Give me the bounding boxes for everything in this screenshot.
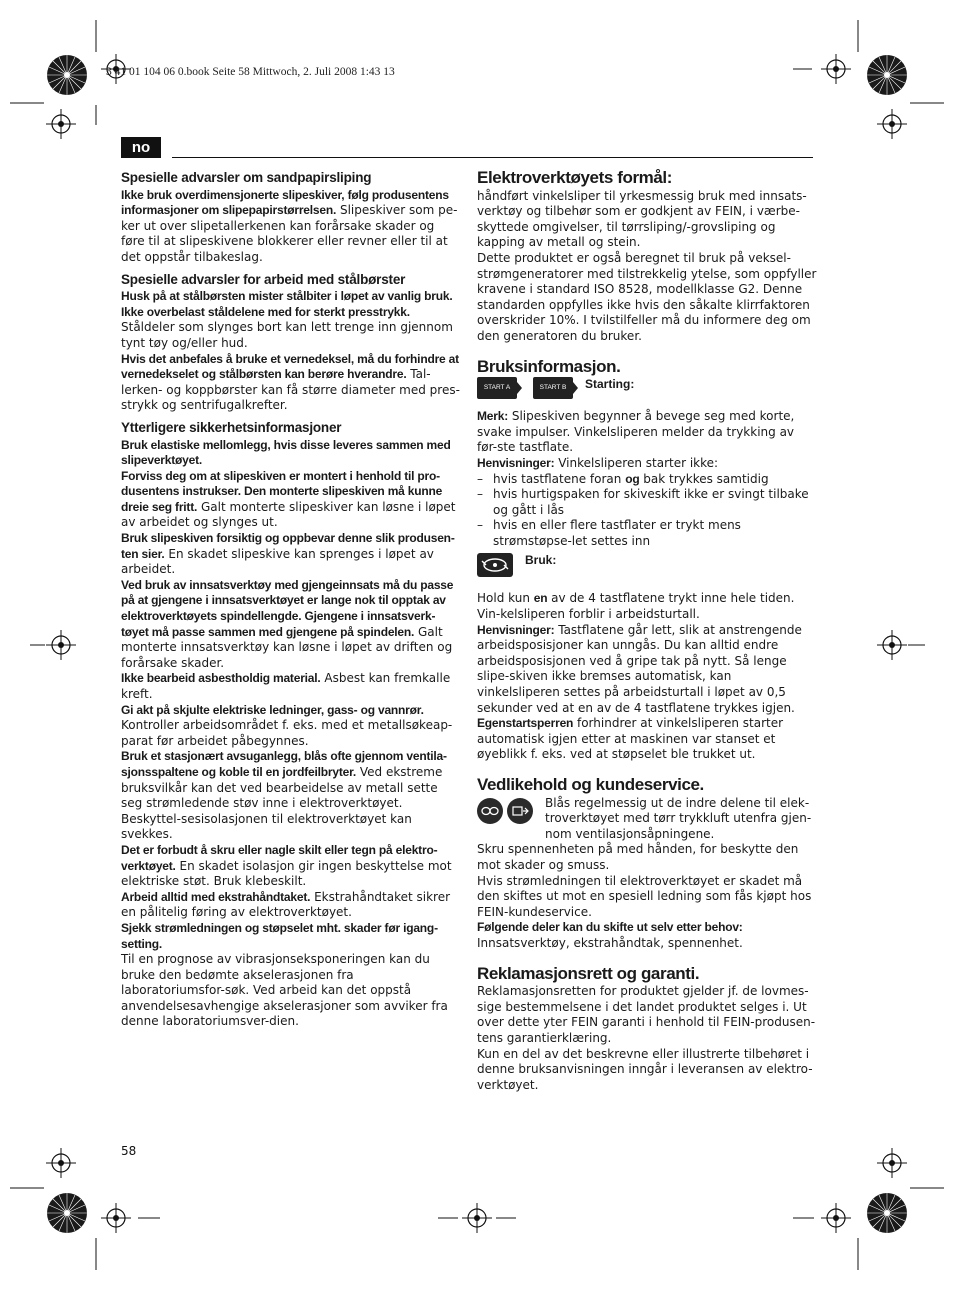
maintenance-paragraph-3: Hvis strømledningen til elektroverktøyet er skadet må den skiftes ut mot en spesiell ledning som fås kjøpt hos FEIN-kundeservice. [477,873,812,919]
wire-brush-heading: Spesielle advarsler for arbeid med stålbørster [121,271,406,287]
starting-label: Starting: [585,377,635,392]
replaceable-parts-heading: Følgende deler kan du skifte ut selv etter behov: [477,920,743,935]
bruk-label: Bruk: [525,553,557,568]
maintenance-intro [477,796,817,843]
hint2-paragraph: Henvisninger: Tastflatene går lett, slik at anstrengende arbeidsposisjoner kan unngås. Du kan alltid endre arbeidsposisjonen ved å gripe tak på nytt. Så lenge slipe-skiven ikke bremses automatisk, kan vinkelsliperen settes på arbeidsturtall i løpet av 0,5 sekunder ved at en av de 4 tastflatene trykkes igjen. [477,622,802,715]
extra-safety-paragraph: Bruk elastiske mellomlegg, hvis disse leveres sammen med slipeverktøyet. [121,437,451,468]
vibration-paragraph: Til en prognose av vibrasjonseksponeringen kan du bruke den bedømte akselerasjonen fra laboratoriumsfor-søk. Ved arbeid kan det oppstå anvendelsesavhengige akselerasjoner som avviker fra denne laboratoriumsver-dien. [121,952,448,1029]
extra-safety-paragraph: Bruk slipeskiven forsiktig og oppbevar denne slik produsen-ten sier. En skadet slipeskive kan sprenges i løpet av arbeidet. [121,531,455,577]
usage-heading: Bruksinformasjon. [477,356,621,376]
warranty-paragraph-1: Reklamasjonsretten for produktet gjelder jf. de lovmes-sige bestemmelsene i det landet produktet selges i. Ut over dette yter FEIN garanti i henhold til FEIN-produsen-tens garantierklæring. [477,984,816,1045]
extra-safety-paragraph: Forviss deg om at slipeskiven er montert i henhold til pro-dusentens instrukser. Den monterte slipeskiven må kunne dreie seg fritt. Galt monterte slipeskiver kan løsne i løpet av arbeidet og slynges ut. [121,468,456,530]
maintenance-heading: Vedlikehold og kundeservice. [477,775,704,794]
list-item: – hvis tastflatene foran og bak trykkes samtidig [477,472,817,488]
list-item: – hvis hurtigspaken for skiveskift ikke er svingt tilbake og gått i lås [477,487,817,518]
print-header: 3 41 01 104 06 0.book Seite 58 Mittwoch, 2. Juli 2008 1:43 13 [106,66,395,78]
warranty-heading: Reklamasjonsrett og garanti. [477,963,700,983]
hint-list [477,472,817,550]
purpose-paragraph-2: Dette produktet er også beregnet til bruk på veksel-strømgeneratorer med tilstrekkelig ytelse, som oppfyller kravene i standard ISO 8528, modellklasse G2. Denne standarden oppfylles ikke hvis den såkalte klirrfaktoren overskrider 10%. I tvilstilfeller må du informere deg om den generatoren du bruker. [477,250,817,343]
goggles-icon [477,798,503,824]
right-column [477,170,817,1093]
extra-safety-paragraph: Ikke bearbeid asbestholdig material. Asbest kan fremkalle kreft. [121,671,451,701]
left-column [121,170,461,1030]
extra-safety-paragraph: Sjekk strømledningen og støpselet mht. skader før igang-setting. [121,920,438,951]
bruk-icon-row [477,553,817,577]
maintenance-paragraph-2: Skru spennenheten på med hånden, for beskytte den mot skader og smuss. [477,842,799,872]
page-number: 58 [121,1144,137,1158]
extra-safety-paragraph: Det er forbudt å skru eller nagle skilt eller tegn på elektro-verktøyet. En skadet isolasjon gir ingen beskyttelse mot elektriske støt. Bruk klebeskilt. [121,842,452,889]
purpose-heading: Elektroverktøyets formål: [477,168,673,187]
hold-paragraph: Hold kun en av de 4 tastflatene trykt inne hele tiden. Vin-kelsliperen forblir i arbeidsturtall. [477,591,795,622]
restart-lock-paragraph: Egenstartsperren forhindrer at vinkelsliperen starter automatisk igjen etter at maskinen var stanset et øyeblikk f. eks. ved at støpselet ble trukket ut. [477,716,784,762]
warranty-paragraph-2: Kun en del av det beskrevne eller illustrerte tilbehøret i denne bruksanvisningen inngår i leveransen av elektro-verktøyet. [477,1046,813,1092]
list-item: – hvis en eller flere tastflater er trykt mens strømstøpse-let settes inn [477,518,817,549]
maintenance-paragraph-1: Blås regelmessig ut de indre delene til elek-troverktøyet med tørr trykkluft utenfra gjen-nom ventilasjonsåpningene. [545,795,812,841]
start-a-icon: START A [477,377,517,399]
language-badge: no [121,137,161,158]
extra-safety-heading: Ytterligere sikkerhetsinformasjoner [121,419,342,435]
extra-safety-paragraph: Gi akt på skjulte elektriske ledninger, gass- og vannrør. Kontroller arbeidsområdet f. eks. med et metallsøkeap-parat før arbeidet påbegynnes. [121,702,453,748]
sandpaper-paragraph: Ikke bruk overdimensjonerte slipeskiver, følg produsentens informasjoner om slipepapirstørrelsen. Slipeskiver som pe-ker ut over slipetallerkenen kan forårsake skader og føre til at slipeskivene blokkerer eller revner eller til at det oppstår tilbakeslag. [121,187,458,264]
starting-icons [477,377,817,399]
wire-brush-paragraph-2: Hvis det anbefales å bruke et vernedeksel, må du forhindre at vernedekselet og stålbørsten kan berøre hverandre. Tal-lerken- og koppbørster kan få større diameter med pres-strykk og sentrifugalkrefter. [121,351,460,413]
header-rule [172,157,813,158]
sandpaper-heading: Spesielle advarsler om sandpapirsliping [121,170,372,185]
note-paragraph: Merk: Slipeskiven begynner å bevege seg med korte, svake impulser. Vinkelsliperen melder da trykking av før-ste tastflate. [477,409,795,455]
hand-grip-icon [477,553,513,577]
hint-paragraph: Henvisninger: Vinkelsliperen starter ikke: [477,455,719,470]
extra-safety-paragraph: Ved bruk av innsatsverktøy med gjengeinnsats må du passe på at gjengene i innsatsverktøyet er lange nok til opptak av elektroverktøyets spindellengde. Gjengene i innsatsverk-tøyet må passe sammen med gjengene på spindelen. Galt monterte innsatsverktøy kan løsne i løpet av driften og forårsake skader. [121,577,454,670]
start-b-icon: START B [533,377,573,399]
extra-safety-paragraph: Arbeid alltid med ekstrahåndtaket. Ekstrahåndtaket sikrer en pålitelig føring av elektroverktøyet. [121,889,451,920]
wire-brush-paragraph-1: Husk på at stålbørsten mister stålbiter i løpet av vanlig bruk. Ikke overbelast ståldelene med for sterkt presstrykk. Ståldeler som slynges bort kan lett trenge inn gjennom tynt tøy og/eller hud. [121,289,453,350]
purpose-paragraph-1: håndført vinkelsliper til yrkesmessig bruk med innsats-verktøy og tilbehør som er godkjent av FEIN, i værbe-skyttede omgivelser, til tørrsliping/-grovsliping og kapping av metall og stein. [477,188,807,250]
replaceable-parts-list: Innsatsverktøy, ekstrahåndtak, spennenhet. [477,935,743,950]
air-blow-icon [507,798,533,824]
extra-safety-paragraph: Bruk et stasjonært avsuganlegg, blås ofte gjennom ventila-sjonsspaltene og koble til en jordfeilbryter. Ved ekstreme bruksvilkår kan det ved bearbeidelse av metall sette seg strømledende støv inne i elektroverktøyet. Beskyttel-sesisolasjonen til elektroverktøyet kan svekkes. [121,749,447,842]
